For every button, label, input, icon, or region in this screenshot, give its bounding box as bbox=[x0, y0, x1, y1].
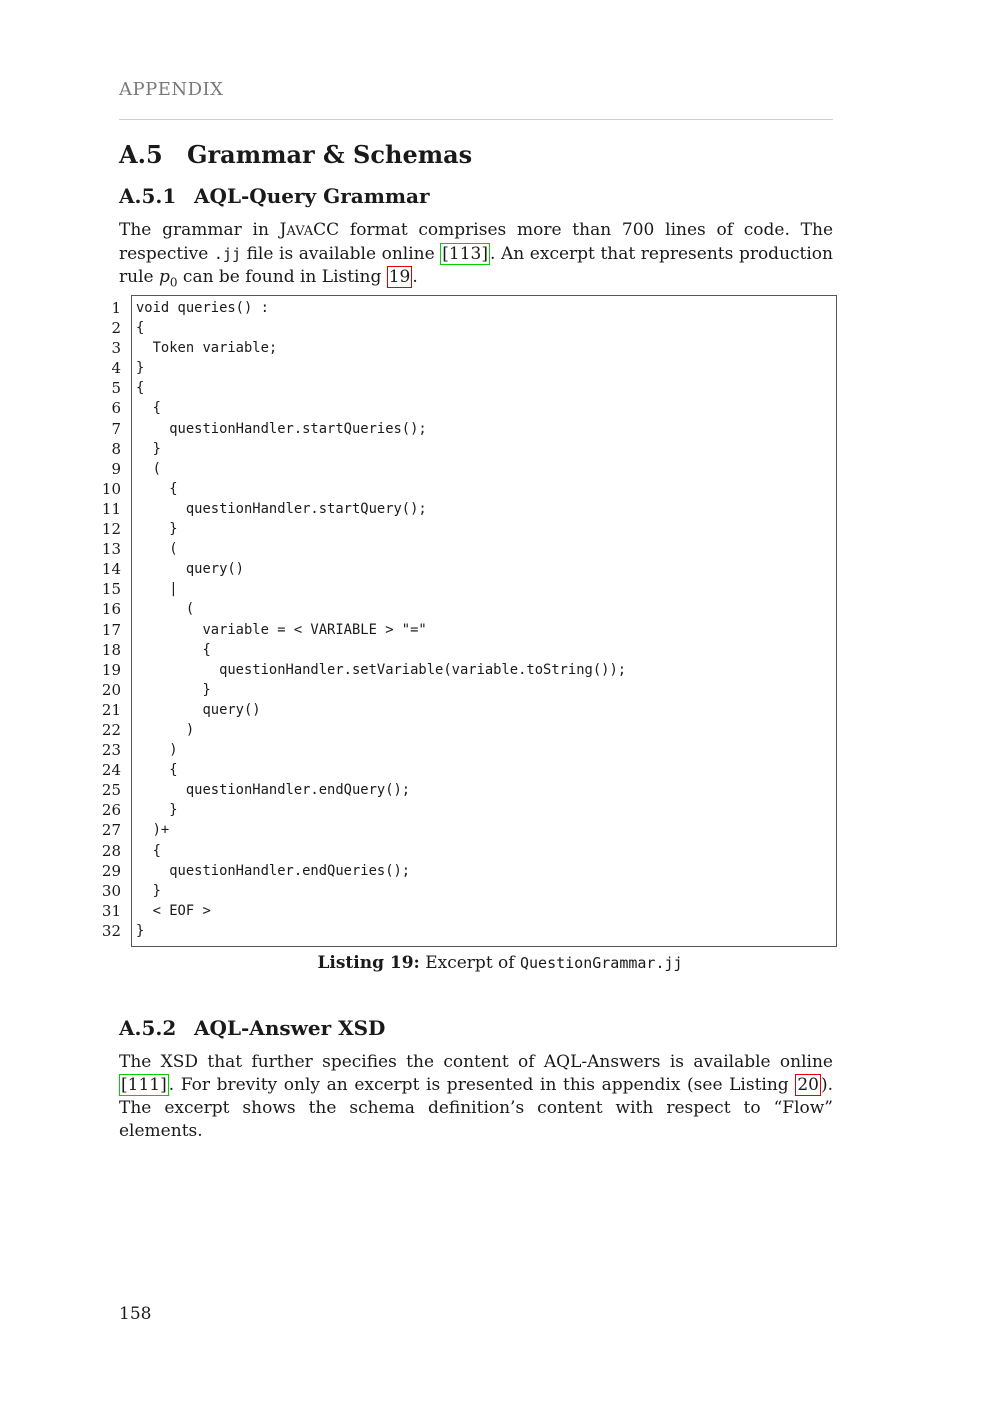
line-number: 2 bbox=[111, 319, 121, 338]
subsection-number: A.5.1 bbox=[119, 184, 177, 208]
caption-label: Listing 19: bbox=[317, 953, 420, 973]
citation-link-113[interactable]: [113] bbox=[442, 244, 488, 264]
javacc-smallcaps-j: J bbox=[279, 220, 287, 240]
line-number: 26 bbox=[101, 801, 121, 820]
listing-ref-20[interactable]: 20 bbox=[797, 1075, 819, 1095]
caption-filename: QuestionGrammar.jj bbox=[520, 954, 683, 972]
text-run: The XSD that further specifies the content of AQL-Answers is available online bbox=[119, 1052, 833, 1072]
math-p0 bbox=[158, 267, 178, 290]
caption-text: Excerpt of bbox=[419, 953, 520, 973]
line-number: 21 bbox=[101, 700, 121, 719]
line-number: 6 bbox=[111, 399, 121, 418]
code-line: ( bbox=[136, 541, 178, 558]
line-number: 18 bbox=[101, 640, 121, 659]
line-number: 12 bbox=[101, 520, 121, 539]
page-number: 158 bbox=[119, 1304, 152, 1324]
text-run: format comprises more than 700 lines of code. The respective bbox=[119, 220, 833, 264]
line-number: 3 bbox=[111, 339, 121, 358]
line-number: 16 bbox=[101, 600, 121, 619]
code-line: } bbox=[136, 521, 178, 538]
code-line: )+ bbox=[136, 822, 170, 839]
line-number: 27 bbox=[101, 821, 121, 840]
subsection-number: A.5.2 bbox=[119, 1016, 177, 1040]
code-line: } bbox=[136, 882, 161, 899]
code-line: } bbox=[136, 360, 145, 377]
listing-ref-19[interactable]: 19 bbox=[388, 267, 411, 287]
subsection-heading-query-grammar bbox=[119, 184, 430, 208]
code-line: Token variable; bbox=[136, 340, 278, 357]
code-line: | bbox=[136, 581, 178, 598]
listing-caption bbox=[0, 953, 1000, 973]
code-line: query() bbox=[136, 561, 244, 578]
line-number: 23 bbox=[101, 741, 121, 760]
subsection-heading-answer-xsd bbox=[119, 1016, 385, 1040]
code-line: ( bbox=[136, 601, 195, 618]
code-line: { bbox=[136, 842, 161, 859]
line-number: 25 bbox=[101, 781, 121, 800]
section-heading bbox=[119, 140, 472, 169]
code-line: questionHandler.setVariable(variable.toString()); bbox=[136, 661, 627, 678]
line-number: 8 bbox=[111, 439, 121, 458]
line-number: 19 bbox=[101, 660, 121, 679]
code-line: ) bbox=[136, 721, 195, 738]
subsection-title: AQL-Answer XSD bbox=[194, 1016, 386, 1040]
section-title: Grammar & Schemas bbox=[187, 140, 473, 169]
text-run: . For brevity only an excerpt is presented in this appendix (see Listing bbox=[168, 1075, 796, 1095]
code-line: } bbox=[136, 681, 211, 698]
code-line: } bbox=[136, 802, 178, 819]
line-number: 15 bbox=[101, 580, 121, 599]
text-run: ). The excerpt shows the schema definition’s content with respect to “Flow” elements. bbox=[119, 1075, 833, 1141]
code-line: { bbox=[136, 641, 211, 658]
code-line: ) bbox=[136, 742, 178, 759]
code-line: ( bbox=[136, 460, 161, 477]
math-variable: p bbox=[158, 267, 170, 287]
code-listing bbox=[136, 298, 836, 941]
code-line: variable = < VARIABLE > "=" bbox=[136, 621, 427, 638]
code-line: } bbox=[136, 440, 161, 457]
text-run: . bbox=[412, 267, 418, 287]
inline-code-jj: .jj bbox=[213, 245, 241, 263]
javacc-smallcaps-ava: AVA bbox=[286, 224, 314, 239]
line-number: 14 bbox=[101, 560, 121, 579]
subsection-title: AQL-Query Grammar bbox=[194, 184, 430, 208]
listing-line-numbers bbox=[95, 298, 121, 941]
citation-link-111[interactable]: [111] bbox=[121, 1075, 167, 1095]
text-run: file is available online bbox=[241, 244, 441, 264]
line-number: 10 bbox=[101, 479, 121, 498]
code-line: { bbox=[136, 320, 145, 337]
line-number: 32 bbox=[101, 921, 121, 940]
running-head: APPENDIX bbox=[119, 79, 224, 100]
line-number: 30 bbox=[101, 881, 121, 900]
math-subscript: 0 bbox=[169, 275, 178, 290]
code-line: { bbox=[136, 380, 145, 397]
line-number: 4 bbox=[111, 359, 121, 378]
code-line: questionHandler.endQuery(); bbox=[136, 782, 411, 799]
line-number: 31 bbox=[101, 901, 121, 920]
javacc-smallcaps-cc: CC bbox=[313, 220, 340, 240]
header-rule bbox=[119, 119, 833, 120]
code-line: questionHandler.startQueries(); bbox=[136, 420, 427, 437]
code-line: questionHandler.startQuery(); bbox=[136, 500, 427, 517]
line-number: 24 bbox=[101, 761, 121, 780]
code-line: { bbox=[136, 762, 178, 779]
code-line: } bbox=[136, 922, 145, 939]
line-number: 11 bbox=[101, 499, 121, 518]
code-line: query() bbox=[136, 701, 261, 718]
code-line: questionHandler.endQueries(); bbox=[136, 862, 411, 879]
text-run: The grammar in bbox=[119, 220, 280, 240]
code-line: void queries() : bbox=[136, 300, 269, 316]
line-number: 17 bbox=[101, 620, 121, 639]
line-number: 28 bbox=[101, 841, 121, 860]
line-number: 5 bbox=[111, 379, 121, 398]
line-number: 20 bbox=[101, 680, 121, 699]
code-line: { bbox=[136, 400, 161, 417]
line-number: 29 bbox=[101, 861, 121, 880]
xsd-paragraph bbox=[119, 1051, 833, 1143]
text-run: can be found in Listing bbox=[177, 267, 387, 287]
line-number: 7 bbox=[111, 419, 121, 438]
section-number: A.5 bbox=[119, 140, 163, 169]
text-run: . An excerpt that represents production rule bbox=[119, 244, 833, 287]
code-line: < EOF > bbox=[136, 902, 211, 919]
line-number: 13 bbox=[101, 540, 121, 559]
line-number: 9 bbox=[111, 459, 121, 478]
intro-paragraph bbox=[119, 219, 833, 294]
line-number: 22 bbox=[101, 720, 121, 739]
line-number: 1 bbox=[111, 299, 121, 317]
code-line: { bbox=[136, 480, 178, 497]
